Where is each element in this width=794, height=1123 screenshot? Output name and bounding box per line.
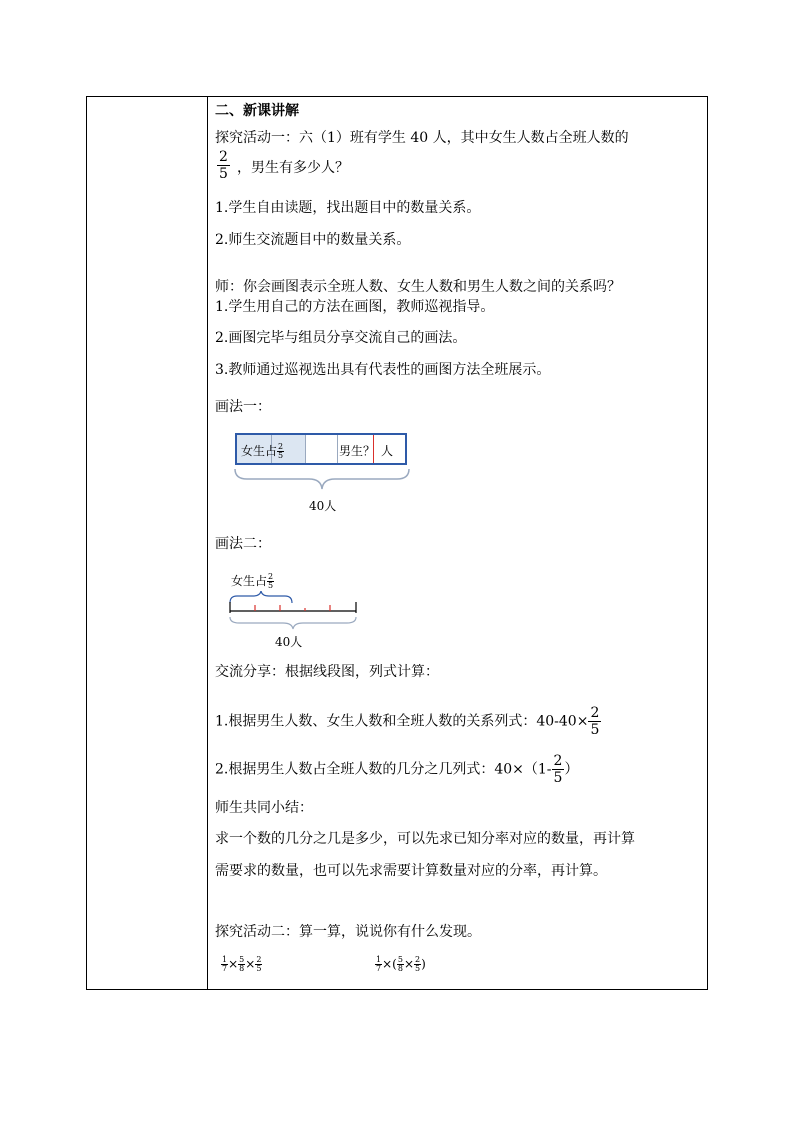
- formula-1: 1.根据男生人数、女生人数和全班人数的关系列式：40-40× $\frac{2}{5}$: [215, 705, 600, 738]
- method1-total: 40人: [309, 499, 337, 513]
- section-title: 二、新课讲解: [215, 103, 299, 119]
- activity1-fraction: $\frac{2}{5}$: [219, 149, 228, 182]
- method1-unit: 人: [381, 444, 394, 458]
- activity1-step-1: 1.学生自由读题，找出题目中的数量关系。: [215, 200, 481, 216]
- method2-total: 40人: [275, 635, 303, 649]
- drawing-step-1: 1.学生用自己的方法在画图，教师巡视指导。: [215, 299, 495, 315]
- method1-bar: [235, 433, 407, 465]
- method2-label: 画法二：: [215, 536, 271, 552]
- method2-girls-label: 女生占 $\frac{2}{5}$: [231, 572, 274, 590]
- method1-girls-label: 女生占 $\frac{2}{5}$: [241, 442, 284, 460]
- activity2-expression-1: $\frac{1}{7}$ × $\frac{5}{8}$ × $\frac{2}{5}$: [222, 955, 262, 973]
- method1-boys-label: 男生？: [339, 444, 376, 458]
- summary-line-2: 需要求的数量，也可以先求需要计算数量对应的分率，再计算。: [215, 863, 607, 879]
- share-intro: 交流分享：根据线段图，列式计算：: [215, 664, 439, 680]
- summary-title: 师生共同小结：: [215, 800, 313, 816]
- drawing-step-2: 2.画图完毕与组员分享交流自己的画法。: [215, 330, 467, 346]
- drawing-step-3: 3.教师通过巡视选出具有代表性的画图方法全班展示。: [215, 362, 551, 378]
- activity2-prompt: 探究活动二：算一算，说说你有什么发现。: [215, 924, 481, 940]
- teacher-question: 师：你会画图表示全班人数、女生人数和男生人数之间的关系吗？: [215, 279, 621, 295]
- activity1-step-2: 2.师生交流题目中的数量关系。: [215, 232, 411, 248]
- activity2-expression-2: $\frac{1}{7}$ ×( $\frac{5}{8}$ × $\frac{2}{5}$ ): [376, 955, 426, 973]
- column-divider: [207, 97, 208, 989]
- method1-label: 画法一：: [215, 399, 271, 415]
- activity1-prompt-b: ，男生有多少人？: [237, 160, 349, 176]
- summary-line-1: 求一个数的几分之几是多少，可以先求已知分率对应的数量，再计算: [215, 831, 635, 847]
- activity1-prompt-a: 探究活动一：六（1）班有学生 40 人，其中女生人数占全班人数的: [215, 130, 629, 146]
- lesson-table: [86, 96, 708, 990]
- method1-brace: [233, 467, 411, 495]
- formula-2: 2.根据男生人数占全班人数的几分之几列式：40×（1- $\frac{2}{5}$ ）: [215, 753, 579, 786]
- lesson-content: [215, 97, 705, 989]
